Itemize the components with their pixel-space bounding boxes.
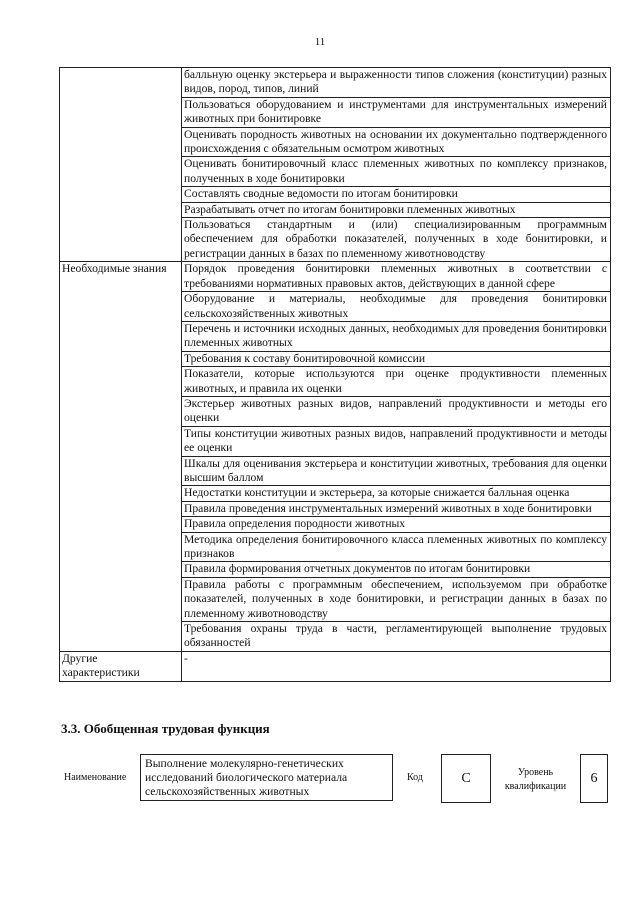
requirement-item: Типы конституции животных разных видов, направлений продуктивности и методы ее оценки	[182, 426, 611, 456]
code-value-box: С	[441, 754, 491, 803]
generalized-function-row	[0, 754, 640, 814]
requirement-item: Правила работы с программным обеспечением, используемом при обработке показателей, полученных в ходе бонитировки, и регистрации данных в базах по племенному животноводству	[182, 577, 611, 621]
table-row	[60, 651, 611, 681]
requirement-item: Оценивать бонитировочный класс племенных животных по комплексу признаков, полученных в ходе бонитировки	[182, 157, 611, 187]
requirement-item: Оценивать породность животных на основании их документально подтвержденного происхождения с обязательным осмотром животных	[182, 127, 611, 157]
requirement-item: Составлять сводные ведомости по итогам бонитировки	[182, 187, 611, 202]
requirement-item: Требования к составу бонитировочной комиссии	[182, 351, 611, 366]
requirement-item: Пользоваться стандартным и (или) специализированным программным обеспечением для обработки показателей, полученных в ходе бонитировки, и регистрации данных в базах по племенному животноводству	[182, 218, 611, 262]
labor-function-table	[59, 67, 611, 682]
requirement-item: Пользоваться оборудованием и инструментами для инструментальных измерений животных при бонитировке	[182, 97, 611, 127]
code-label: Код	[407, 772, 423, 783]
row-label: Необходимые знания	[60, 262, 182, 652]
requirement-item: балльную оценку экстерьера и выраженности типов сложения (конституции) разных видов, пород, типов, линий	[182, 68, 611, 98]
requirement-item: Шкалы для оценивания экстерьера и конституции животных, требования для оценки высшим баллом	[182, 456, 611, 486]
requirement-item: Показатели, которые используются при оценке продуктивности племенных животных, и правила их оценки	[182, 367, 611, 397]
name-label: Наименование	[64, 772, 127, 783]
requirement-item: -	[182, 651, 611, 681]
row-label: Другие характеристики	[60, 651, 182, 681]
qualification-level-label: Уровень квалификации	[504, 767, 567, 792]
requirement-item: Порядок проведения бонитировки племенных животных в соответствии с требованиями нормативных правовых актов, действующих в данной сфере	[182, 262, 611, 292]
requirement-item: Перечень и источники исходных данных, необходимых для проведения бонитировки племенных животных	[182, 321, 611, 351]
requirement-item: Разрабатывать отчет по итогам бонитировки племенных животных	[182, 202, 611, 217]
name-value-box: Выполнение молекулярно-генетических исследований биологического материала сельскохозяйственных животных	[140, 754, 393, 801]
table-row	[60, 68, 611, 98]
section-title: 3.3. Обобщенная трудовая функция	[61, 721, 270, 736]
qualification-level-box: 6	[580, 754, 608, 803]
requirement-item: Недостатки конституции и экстерьера, за которые снижается балльная оценка	[182, 486, 611, 501]
requirement-item: Требования охраны труда в части, регламентирующей выполнение трудовых обязанностей	[182, 622, 611, 652]
row-label	[60, 68, 182, 262]
requirement-item: Оборудование и материалы, необходимые для проведения бонитировки сельскохозяйственных животных	[182, 292, 611, 322]
requirement-item: Правила формирования отчетных документов по итогам бонитировки	[182, 562, 611, 577]
requirement-item: Правила определения породности животных	[182, 517, 611, 532]
requirement-item: Правила проведения инструментальных измерений животных в ходе бонитировки	[182, 501, 611, 516]
requirement-item: Экстерьер животных разных видов, направлений продуктивности и методы его оценки	[182, 396, 611, 426]
page-number: 11	[314, 36, 326, 48]
requirement-item: Методика определения бонитировочного класса племенных животных по комплексу признаков	[182, 532, 611, 562]
table-row	[60, 262, 611, 292]
